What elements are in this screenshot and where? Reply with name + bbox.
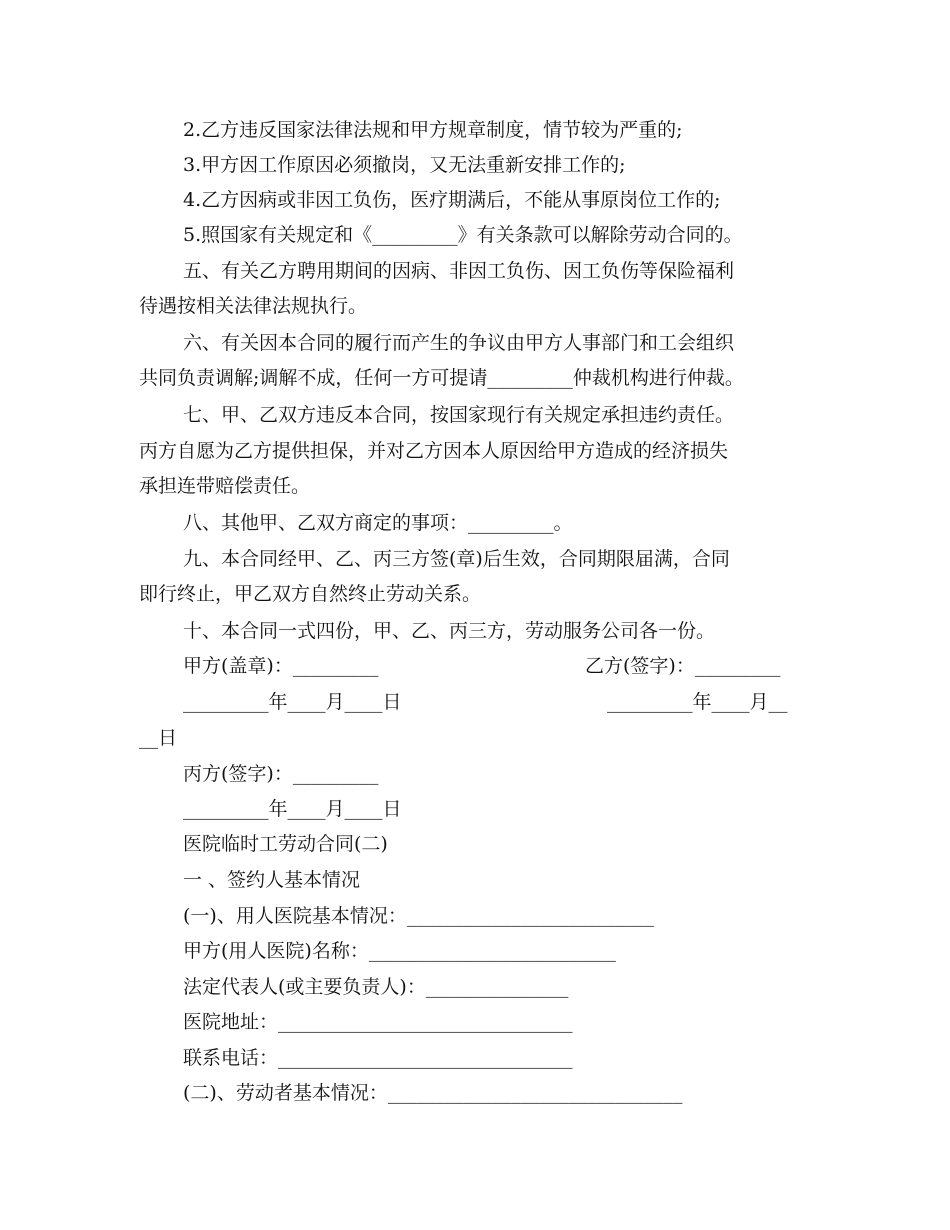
text-line: 承担连带赔偿责任。	[139, 475, 311, 497]
text-line: 即行终止，甲乙双方自然终止劳动关系。	[139, 583, 482, 605]
text-line: 2.乙方违反国家法律法规和甲方规章制度，情节较为严重的;	[183, 119, 683, 141]
text-line: 丙方自愿为乙方提供担保，并对乙方因本人原因给甲方造成的经济损失	[139, 440, 729, 462]
signature-party-a: 甲方(盖章)：_________	[183, 655, 379, 677]
text-line: 六、有关因本合同的履行而产生的争议由甲方人事部门和工会组织	[183, 332, 735, 354]
signature-date-a: _________年____月____日	[183, 691, 402, 713]
text-line: 法定代表人(或主要负责人)：_______________	[183, 976, 569, 998]
text-line: 五、有关乙方聘用期间的因病、非因工负伤、因工负伤等保险福利	[183, 260, 735, 282]
text-line: (二)、劳动者基本情况：_______________________________	[183, 1082, 683, 1104]
text-line: 七、甲、乙双方违反本合同，按国家现行有关规定承担违约责任。	[183, 404, 735, 426]
text-line: 十、本合同一式四份，甲、乙、丙三方，劳动服务公司各一份。	[183, 620, 716, 642]
signature-date-b-cont: __日	[139, 727, 178, 749]
text-line: 八、其他甲、乙双方商定的事项：_________。	[183, 512, 573, 534]
signature-party-c: 丙方(签字)：_________	[183, 763, 379, 785]
signature-date-b: _________年____月__	[607, 691, 788, 713]
signature-date-c: _________年____月____日	[183, 798, 402, 820]
text-line: 联系电话：_______________________________	[183, 1047, 573, 1069]
text-line: 医院地址：_______________________________	[183, 1011, 573, 1033]
text-line: 甲方(用人医院)名称：__________________________	[183, 940, 616, 962]
signature-party-b: 乙方(签字)：_________	[585, 655, 781, 677]
text-line: 待遇按相关法律法规执行。	[139, 295, 368, 317]
section-title: 医院临时工劳动合同(二)	[183, 833, 388, 855]
text-line: (一)、用人医院基本情况：__________________________	[183, 905, 654, 927]
text-line: 3.甲方因工作原因必须撤岗，又无法重新安排工作的;	[183, 154, 626, 176]
text-line: 4.乙方因病或非因工负伤，医疗期满后，不能从事原岗位工作的;	[183, 189, 721, 211]
text-line: 一 、签约人基本情况	[183, 869, 361, 891]
text-line: 5.照国家有关规定和《_________》有关条款可以解除劳动合同的。	[183, 224, 743, 246]
text-line: 共同负责调解;调解不成，任何一方可提请_________仲裁机构进行仲裁。	[139, 367, 744, 389]
text-line: 九、本合同经甲、乙、丙三方签(章)后生效，合同期限届满，合同	[183, 548, 730, 570]
